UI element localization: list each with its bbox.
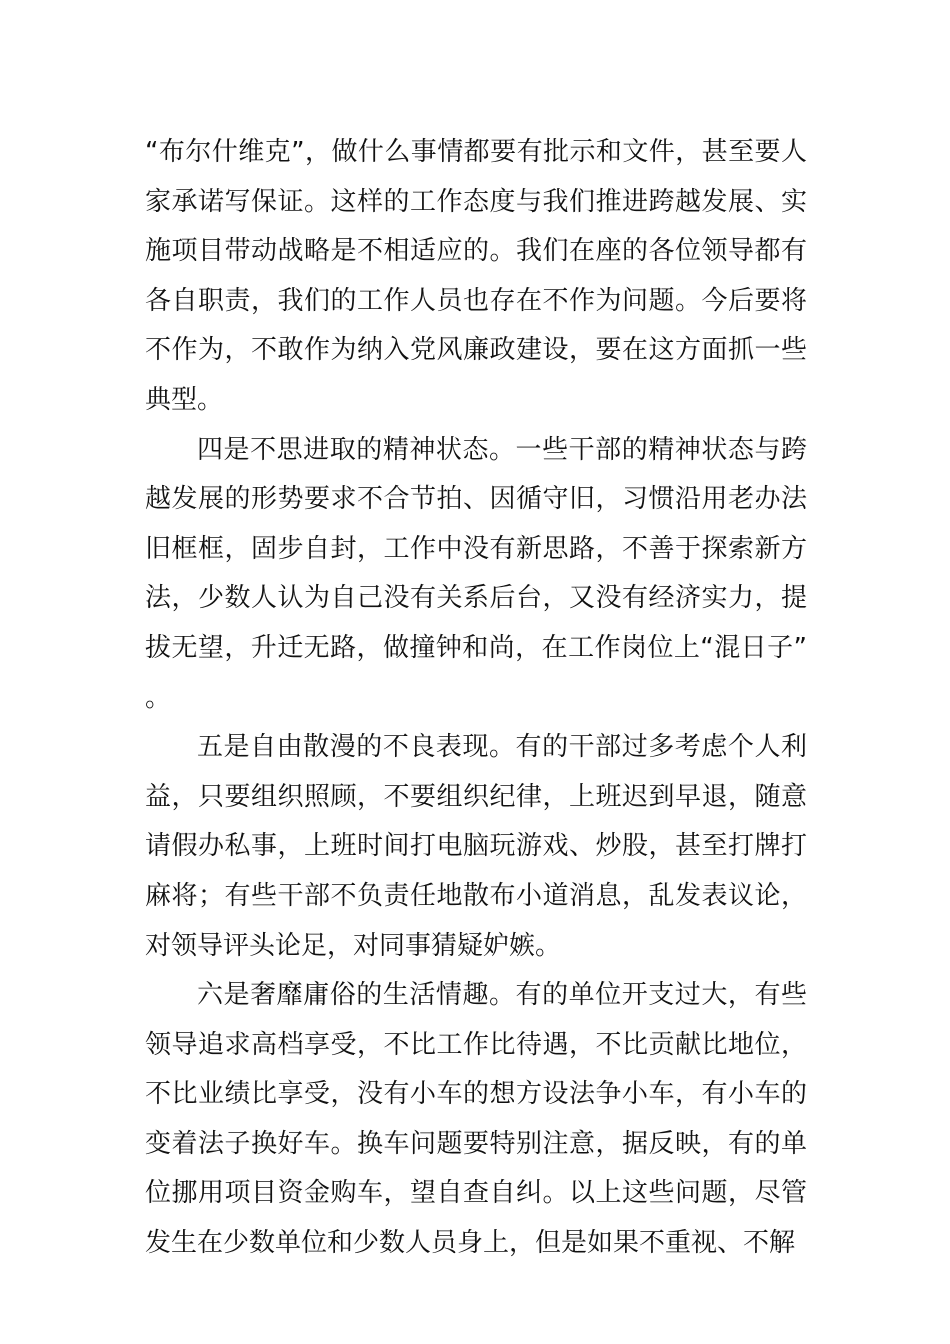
paragraph-point-four: 四是不思进取的精神状态。一些干部的精神状态与跨越发展的形势要求不合节拍、因循守旧，习惯沿用老办法旧框框，固步自封，工作中没有新思路，不善于探索新方法，少数人认为自己没有关系后台，又没有经济实力，提拔无望，升迁无路，做撞钟和尚，在工作岗位上“混日子”。 bbox=[145, 434, 807, 713]
document-body bbox=[145, 128, 807, 1269]
paragraph-point-five: 五是自由散漫的不良表现。有的干部过多考虑个人利益，只要组织照顾，不要组织纪律，上班迟到早退，随意请假办私事，上班时间打电脑玩游戏、炒股，甚至打牌打麻将；有些干部不负责任地散布小道消息，乱发表议论，对领导评头论足，对同事猜疑妒嫉。 bbox=[145, 732, 807, 961]
paragraph-continuation: “布尔什维克”，做什么事情都要有批示和文件，甚至要人家承诺写保证。这样的工作态度与我们推进跨越发展、实施项目带动战略是不相适应的。我们在座的各位领导都有各自职责，我们的工作人员也存在不作为问题。今后要将不作为，不敢作为纳入党风廉政建设，要在这方面抓一些典型。 bbox=[145, 137, 807, 415]
paragraph-point-six: 六是奢靡庸俗的生活情趣。有的单位开支过大，有些领导追求高档享受，不比工作比待遇，不比贡献比地位，不比业绩比享受，没有小车的想方设法争小车，有小车的变着法子换好车。换车问题要特别注意，据反映，有的单位挪用项目资金购车，望自查自纠。以上这些问题，尽管发生在少数单位和少数人员身上，但是如果不重视、不解 bbox=[145, 980, 807, 1259]
